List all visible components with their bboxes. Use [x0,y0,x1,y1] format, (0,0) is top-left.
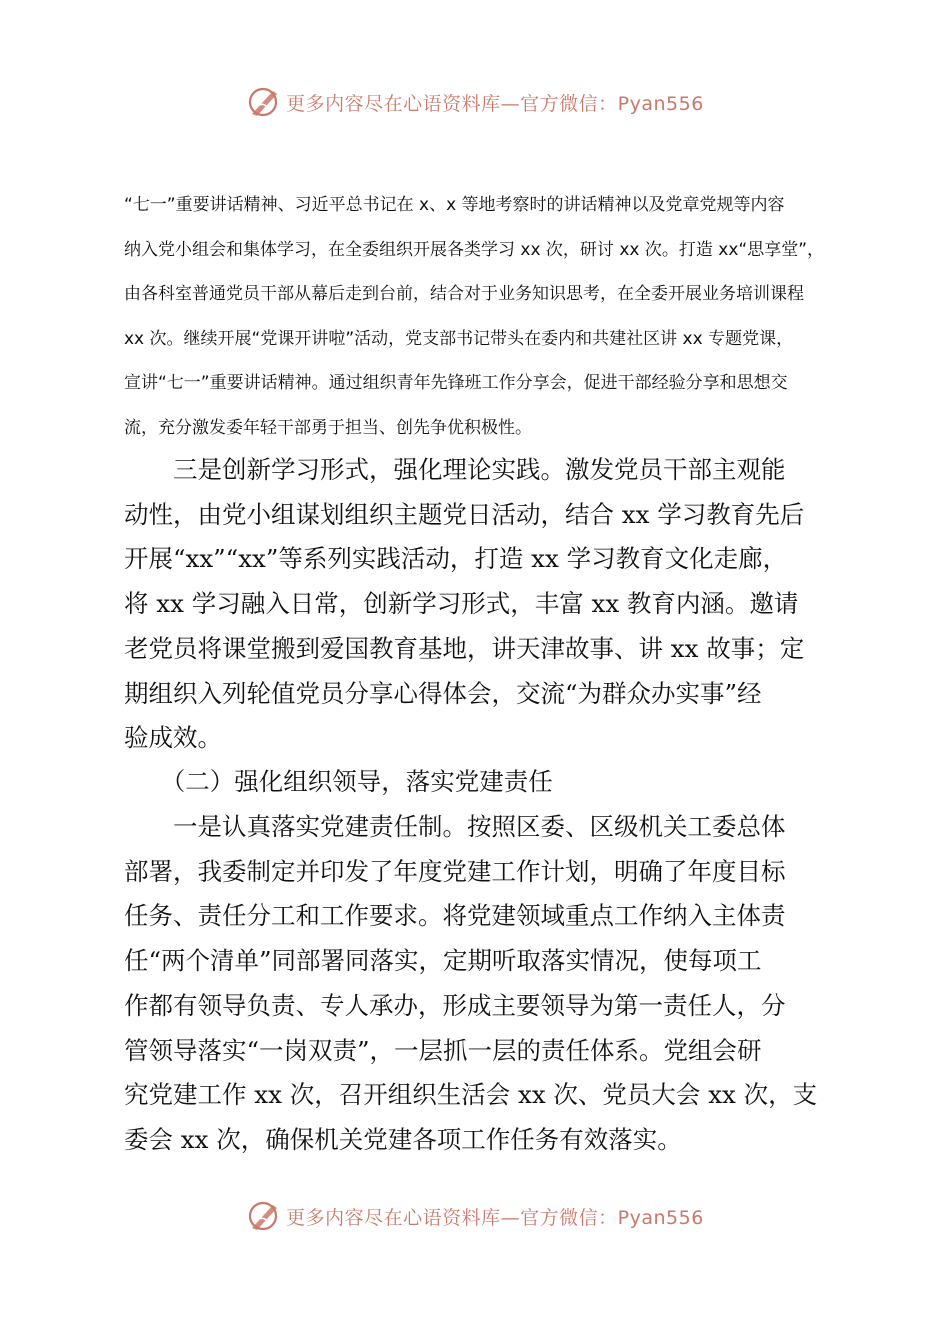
watermark-text: 更多内容尽在心语资料库—官方微信：Pyan556 [286,92,704,115]
text-line: 老党员将课堂搬到爱国教育基地，讲天津故事、讲 xx 故事；定 [124,633,805,663]
text-line: 作都有领导负责、专人承办，形成主要领导为第一责任人，分 [124,990,786,1020]
text-line: 委会 xx 次，确保机关党建各项工作任务有效落实。 [124,1124,682,1154]
text-line: 一是认真落实党建责任制。按照区委、区级机关工委总体 [124,812,786,841]
text-line: 期组织入列轮值党员分享心得体会，交流“为群众办实事”经 [124,678,762,708]
section-heading: （二）强化组织领导，落实党建责任 [124,767,553,796]
text-line: 任务、责任分工和工作要求。将党建领域重点工作纳入主体责 [124,901,786,931]
text-line: 纳入党小组会和集体学习，在全委组织开展各类学习 xx 次，研讨 xx 次。打造 xx“思享堂”， [124,239,824,260]
watermark-banner-top [0,82,950,122]
text-line: xx 次。继续开展“党课开讲啦”活动，党支部书记带头在委内和共建社区讲 xx 专题党课， [124,328,794,349]
text-line: 三是创新学习形式，强化理论实践。激发党员干部主观能 [124,455,786,484]
paragraph-innovate-learning [124,448,834,761]
text-line: 任“两个清单”同部署同落实，定期听取落实情况，使每项工 [124,946,762,976]
text-line: 流，充分激发委年轻干部勇于担当、创先争优积极性。 [124,417,532,438]
watermark-banner-bottom [0,1196,950,1236]
text-line: 将 xx 学习融入日常，创新学习形式，丰富 xx 教育内涵。邀请 [124,589,799,619]
text-line: 验成效。 [124,723,222,753]
text-line: 宣讲“七一”重要讲话精神。通过组织青年先锋班工作分享会，促进干部经验分享和思想交 [124,373,788,393]
text-line: 究党建工作 xx 次，召开组织生活会 xx 次、党员大会 xx 次，支 [124,1080,818,1110]
pen-circle-logo-icon [246,1198,282,1234]
text-line: 由各科室普通党员干部从幕后走到台前，结合对于业务知识思考，在全委开展业务培训课程 [124,284,804,304]
intro-paragraph [124,183,834,450]
text-line: “七一”重要讲话精神、习近平总书记在 x、x 等地考察时的讲话精神以及党章党规等内容 [124,195,785,215]
paragraph-party-responsibility [124,805,834,1163]
watermark-text: 更多内容尽在心语资料库—官方微信：Pyan556 [286,1206,704,1229]
text-line: 管领导落实“一岗双责”，一层抓一层的责任体系。党组会研 [124,1035,762,1065]
text-line: 部署，我委制定并印发了年度党建工作计划，明确了年度目标 [124,856,786,886]
pen-circle-logo-icon [246,84,282,120]
text-line: 动性，由党小组谋划组织主题党日活动，结合 xx 学习教育先后 [124,499,805,529]
text-line: 开展“xx”“xx”等系列实践活动，打造 xx 学习教育文化走廊， [124,544,788,574]
